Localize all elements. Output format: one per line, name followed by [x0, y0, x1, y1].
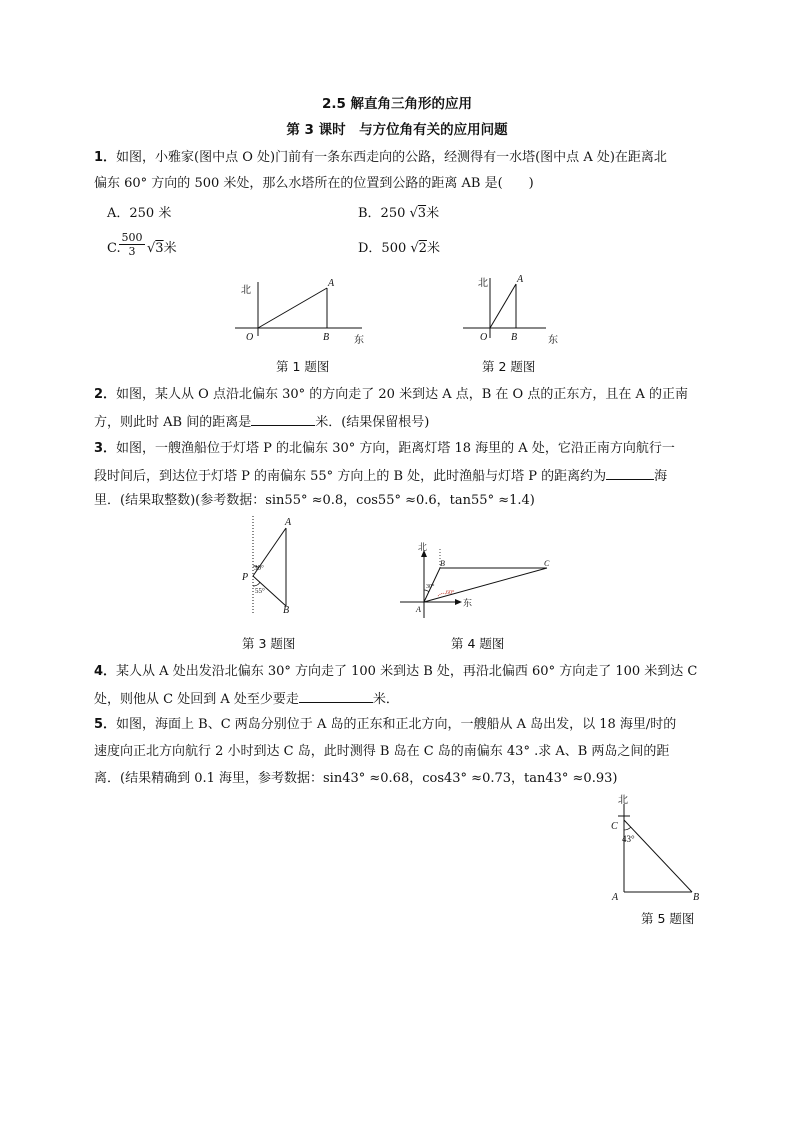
- q1-option-d-pre: D．500: [358, 241, 411, 256]
- fig5-b-label: B: [693, 892, 700, 903]
- q1-option-b: B．250 √3米: [358, 206, 440, 221]
- fig4-angle-arc-30: [424, 590, 429, 592]
- fig5-angle-arc: [624, 827, 631, 830]
- fig3-angle-30-label: 30°: [254, 564, 264, 572]
- q2-text-2: 方，则此时 AB 间的距离是: [94, 415, 252, 430]
- q2-number: 2．: [94, 387, 117, 402]
- q1-option-b-pre: B．250: [358, 206, 410, 221]
- fig3-b-label: B: [283, 605, 290, 616]
- fig4-east-label: 东: [463, 598, 473, 608]
- q1-option-c-value: √3米: [147, 241, 177, 256]
- fig4-east-arrow: [455, 599, 462, 605]
- fig5-cb-segment: [624, 820, 692, 892]
- figure-1: [230, 278, 370, 358]
- fig3-angle-55-label: 55°: [255, 587, 265, 595]
- fig2-east-label: 东: [548, 335, 558, 346]
- fig1-o-label: O: [246, 332, 254, 343]
- figure-3: [236, 516, 306, 616]
- fig4-north-label: 北: [418, 542, 428, 552]
- q1-option-c-denominator: 3: [128, 245, 136, 258]
- fig4-a-label: A: [416, 605, 421, 614]
- q5-text-1: 如图，海面上 B、C 两岛分别位于 A 岛的正东和正北方向，一艘船从 A 岛出发，以 18 海里/时的: [116, 717, 677, 732]
- q4-answer-blank[interactable]: [299, 690, 373, 703]
- fig5-c-label: C: [611, 821, 618, 832]
- fig2-a-label: A: [517, 274, 524, 285]
- figure-4-caption: 第 4 题图: [451, 636, 505, 651]
- q2-answer-blank[interactable]: [251, 413, 315, 426]
- q5-line2: 速度向正北方向航行 2 小时到达 C 岛，此时测得 B 岛在 C 岛的南偏东 43° .求 A、B 两岛之间的距: [94, 744, 670, 759]
- figure-5-caption: 第 5 题图: [641, 911, 695, 926]
- fig4-ac-segment: [424, 568, 547, 602]
- figure-5: [606, 796, 706, 906]
- q1-line1: [94, 150, 667, 166]
- q4-number: 4．: [94, 664, 117, 679]
- figure-1-caption: 第 1 题图: [276, 359, 330, 374]
- q1-option-b-unit: 米: [426, 206, 440, 221]
- q4-text-3: 米．: [372, 692, 399, 707]
- fig4-b-label: B: [440, 559, 445, 568]
- fig1-oa-segment: [258, 288, 327, 328]
- q1-option-d-radicand: 2: [418, 241, 427, 256]
- fig1-b-label: B: [323, 332, 330, 343]
- q3-text-2: 段时间后，到达位于灯塔 P 的南偏东 55° 方向上的 B 处，此时渔船与灯塔 P 的距离约为: [94, 469, 607, 484]
- fig4-angle-30-label: 30°: [426, 584, 435, 590]
- fig1-a-label: A: [328, 278, 335, 289]
- q1-line2: 偏东 60° 方向的 500 米处，那么水塔所在的位置到公路的距离 AB 是( ): [94, 176, 534, 191]
- q3-text-1: 如图，一艘渔船位于灯塔 P 的北偏东 30° 方向，距离灯塔 18 海里的 A 处，它沿正南方向航行一: [116, 441, 675, 456]
- q5-line1: [94, 717, 676, 733]
- q4-text-1: 某人从 A 处出发沿北偏东 30° 方向走了 100 米到达 B 处，再沿北偏西 60° 方向走了 100 米到达 C: [116, 664, 698, 679]
- figure-4: [400, 542, 560, 626]
- q3-line1: [94, 441, 675, 457]
- q3-line2: [94, 467, 667, 485]
- fig2-o-label: O: [480, 332, 488, 343]
- q1-option-d-unit: 米: [426, 241, 440, 256]
- q3-line3: 里．(结果取整数)(参考数据：sin55° ≈0.8，cos55° ≈0.6，tan55° ≈1.4): [94, 493, 535, 508]
- q1-option-b-radicand: 3: [417, 206, 427, 221]
- q1-number: 1．: [94, 150, 117, 165]
- q4-line1: [94, 664, 697, 680]
- figure-2: [460, 272, 570, 352]
- q1-option-c-unit: 米: [163, 241, 177, 256]
- q2-line2: [94, 413, 429, 431]
- q3-answer-blank[interactable]: [606, 467, 654, 480]
- fig3-a-label: A: [285, 517, 292, 528]
- fig2-oa-segment: [490, 284, 516, 328]
- q1-option-c-label: C.: [107, 241, 121, 256]
- fig3-angle-arc-55: [253, 582, 260, 586]
- fig4-angle-arc-60: [438, 593, 446, 596]
- fig5-a-label: A: [612, 892, 619, 903]
- fig5-angle-label: 43°: [622, 834, 635, 844]
- q2-text-1: 如图，某人从 O 点沿北偏东 30° 的方向走了 20 米到达 A 点，B 在 O 点的正东方，且在 A 的正南: [116, 387, 688, 402]
- figure-3-caption: 第 3 题图: [242, 636, 296, 651]
- q1-option-c-numerator: 500: [119, 232, 145, 245]
- fig4-c-label: C: [544, 559, 550, 568]
- q1-option-a: A．250 米: [107, 206, 172, 221]
- fig3-p-label: P: [242, 572, 249, 583]
- q5-number: 5．: [94, 717, 117, 732]
- figure-2-caption: 第 2 题图: [482, 359, 536, 374]
- q3-number: 3．: [94, 441, 117, 456]
- q4-text-2: 处，则他从 C 处回到 A 处至少要走: [94, 692, 299, 707]
- q2-line1: [94, 387, 688, 403]
- q1-option-d: D．500 √2米: [358, 241, 440, 256]
- fig2-b-label: B: [511, 332, 518, 343]
- q4-line2: [94, 690, 399, 708]
- section-title: 2.5 解直角三角形的应用: [321, 96, 473, 112]
- q2-text-3: 米．(结果保留根号): [315, 415, 430, 430]
- q1-option-c-radicand: 3: [155, 241, 164, 256]
- q5-line3: 离．(结果精确到 0.1 海里，参考数据：sin43° ≈0.68，cos43° ≈0.73，tan43° ≈0.93): [94, 771, 618, 786]
- fig1-north-label: 北: [241, 285, 251, 296]
- fig1-east-label: 东: [354, 335, 364, 346]
- fig2-north-label: 北: [478, 278, 488, 289]
- fig4-angle-60-label: 60°: [446, 590, 455, 596]
- fig5-north-label: 北: [618, 795, 628, 806]
- q3-text-3: 海: [654, 469, 668, 484]
- q1-text-1: 如图，小雅家(图中点 O 处)门前有一条东西走向的公路，经测得有一水塔(图中点 A 处)在距离北: [116, 150, 667, 165]
- lesson-title: 第 3 课时 与方位角有关的应用问题: [286, 122, 508, 138]
